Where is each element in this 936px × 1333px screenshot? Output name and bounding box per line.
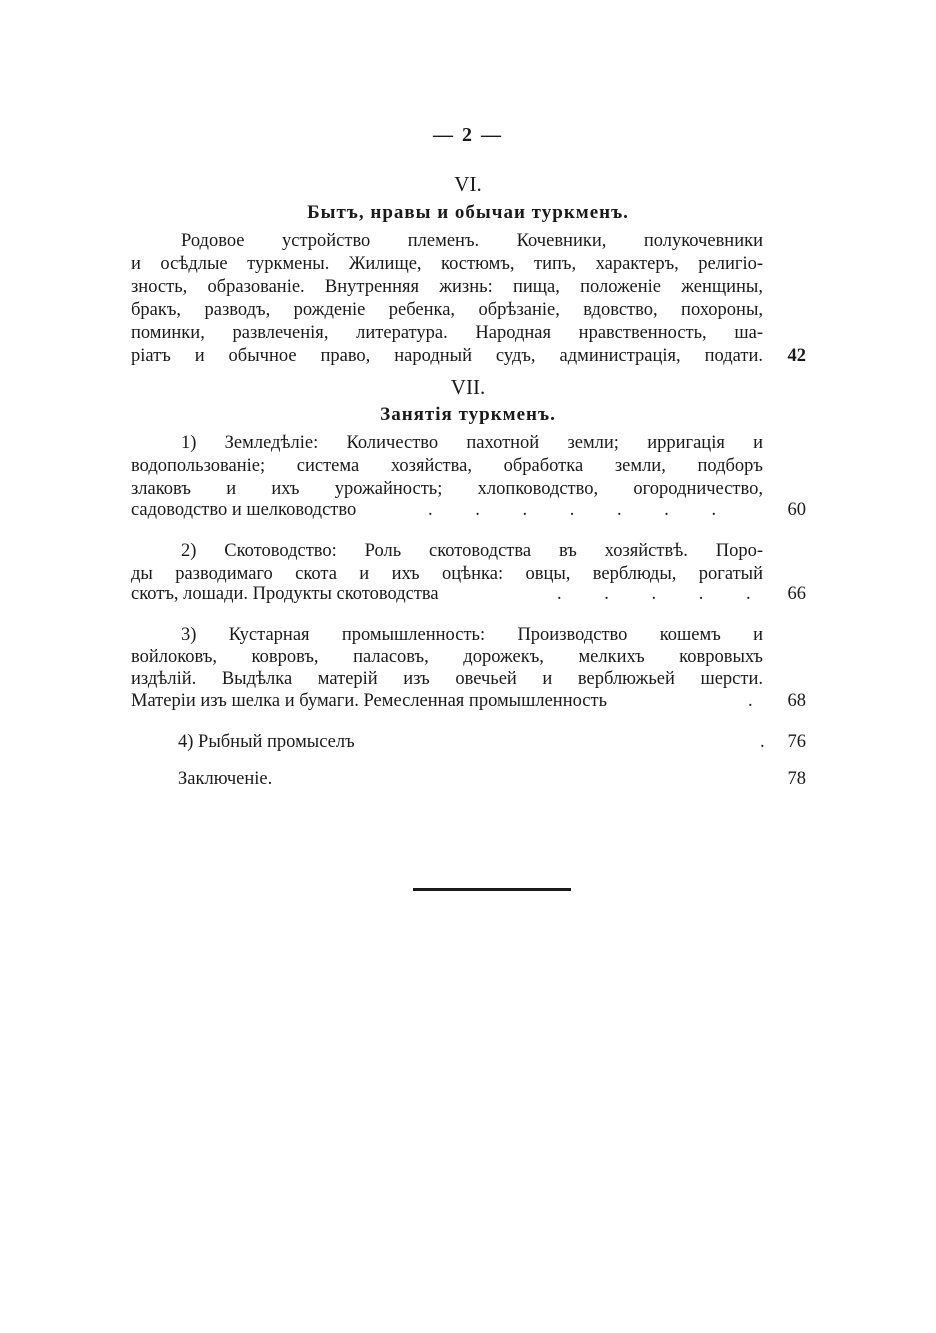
item-1-line: водопользованіе; система хозяйства, обработка земли, подборъ [131, 456, 763, 476]
item-1-line: злаковъ и ихъ урожайность; хлопководство, огородничество, [131, 479, 763, 499]
item-2-page: 66 [787, 584, 806, 604]
section-6-line: бракъ, разводъ, рожденіе ребенка, обрѣзаніе, вдовство, похороны, [131, 300, 763, 320]
section-6-numeral: VI. [454, 172, 482, 196]
closing-rule [413, 888, 571, 891]
item-3-line: Матеріи изъ шелка и бумаги. Ремесленная промышленность [131, 691, 608, 711]
section-6-line: ріатъ и обычное право, народный судъ, администрація, подати. [131, 346, 763, 366]
item-1-line: садоводство и шелководство [131, 500, 357, 520]
section-7-title: Занятія туркменъ. [380, 404, 556, 425]
item-3-page: 68 [787, 691, 806, 711]
item-4-label: 4) Рыбный промыселъ [178, 732, 355, 752]
conclusion-page: 78 [787, 769, 806, 789]
item-2-line: скотъ, лошади. Продукты скотоводства [131, 584, 439, 604]
item-2-leader: . . . . . [557, 584, 751, 604]
conclusion-label: Заключеніе. [178, 769, 273, 789]
item-3-leader: . [748, 691, 753, 711]
section-6-title: Бытъ, нравы и обычаи туркменъ. [307, 202, 629, 223]
section-6-line: поминки, развлеченія, литература. Народная нравственность, ша- [131, 323, 763, 343]
item-4-page: 76 [787, 732, 806, 752]
item-2-line: ды разводимаго скота и ихъ оцѣнка: овцы, верблюды, рогатый [131, 564, 763, 584]
section-6-line: и осѣдлые туркмены. Жилище, костюмъ, типъ, характеръ, религіо- [131, 254, 763, 274]
item-4-leader: . [760, 732, 765, 752]
item-1-line: 1) Земледѣліе: Количество пахотной земли; ирригація и [181, 433, 763, 453]
item-1-leader: . . . . . . . [428, 500, 717, 520]
item-1-page: 60 [787, 500, 806, 520]
section-6-line: Родовое устройство племенъ. Кочевники, полукочевники [181, 231, 763, 251]
page-number: — 2 — [433, 124, 503, 146]
item-3-line: издѣлій. Выдѣлка матерій изъ овечьей и верблюжьей шерсти. [131, 669, 763, 689]
section-7-numeral: VII. [450, 375, 486, 399]
item-2-line: 2) Скотоводство: Роль скотоводства въ хозяйствѣ. Поро- [181, 541, 763, 561]
section-6-page: 42 [787, 346, 806, 366]
item-3-line: 3) Кустарная промышленность: Производство кошемъ и [181, 625, 763, 645]
item-3-line: войлоковъ, ковровъ, паласовъ, дорожекъ, мелкихъ ковровыхъ [131, 647, 763, 667]
section-6-line: зность, образованіе. Внутренняя жизнь: пища, положеніе женщины, [131, 277, 763, 297]
